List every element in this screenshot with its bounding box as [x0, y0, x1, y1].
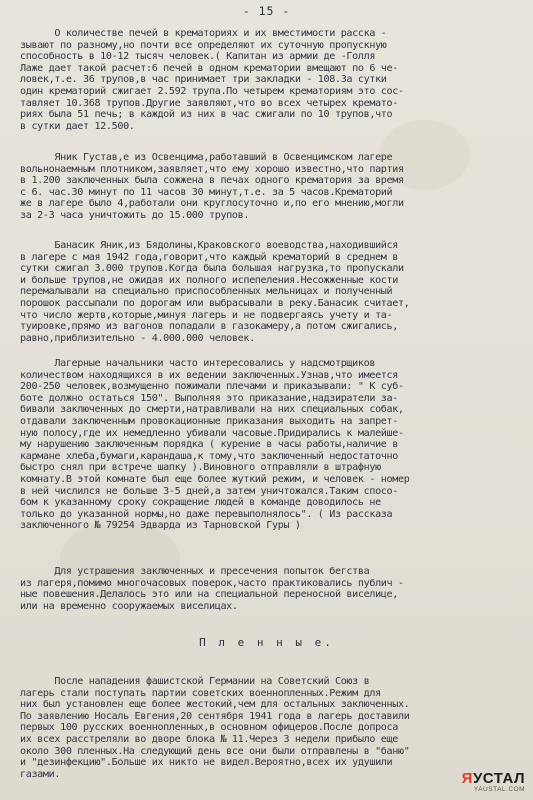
text-line: По заявлению Носаль Евгения,20 сентября 1941 года в лагерь доставили	[20, 710, 410, 722]
text-line: в лагере с мая 1942 года,говорит,что каждый крематорий в среднем в	[20, 251, 398, 263]
text-line: зывают по разному,но почти все определяют их суточную пропускную	[20, 39, 387, 51]
text-line: лагерь стали поступать партии советских военнопленных.Режим для	[20, 687, 381, 699]
text-line: кармане хлеба,бумаги,карандаша,к тому,что заключенный недостаточно	[20, 450, 398, 462]
text-line: сутки сжигал 3.000 трупов.Когда была большая нагрузка,то пропускали	[20, 263, 404, 275]
text-line: вольнонаемным плотником,заявляет,что ему хорошо известно,что партия	[20, 163, 404, 175]
text-line: них был установлен еще более жестокий,чем для остальных заключенных.	[20, 699, 410, 711]
watermark-prefix: Я	[461, 770, 473, 787]
text-line: с 6. час.30 минут по 11 часов 30 минут,т.е. за 5 часов.Крематорий	[20, 186, 393, 198]
text-line: Яник Густав,е из Освенцима,работавший в Освенцимском лагере	[20, 152, 393, 163]
text-line: ную полосу,где их немедленно убивали часовые.Придирались к малейше-	[20, 427, 404, 439]
text-line: порошок рассыпали по дорогам или выбрасывали в реку.Банасик считает,	[20, 297, 410, 309]
paragraph-janik-gustav	[20, 152, 518, 222]
text-line: туировке,прямо из вагонов попадали в газокамеру,а потом сжигались,	[20, 321, 398, 333]
text-line: около 300 пленных.На следующий день все они были отправлены в "баню"	[20, 745, 410, 757]
text-line: первых 100 русских военнопленных,в основном офицеров.После допроса	[20, 722, 398, 734]
text-line: Банасик Яник,из Бядолины,Краковского воеводства,находившийся	[20, 240, 398, 251]
watermark-url: YAUSTAL.COM	[473, 786, 525, 793]
text-line: способность в 10-12 тысяч человек.( Капитан из армии де -Голля	[20, 51, 376, 63]
text-line: в сутки дает 12.500.	[20, 120, 135, 132]
text-line: риях была 51 печь; в каждой из них в час сжигали по 10 трупов,что	[20, 109, 393, 121]
text-line: же в лагере было 4,работали они круглосуточно и,по его мнению,могли	[20, 198, 404, 210]
text-line: количеством находящихся в их ведении заключенных.Узнав,что имеется	[20, 369, 398, 381]
text-line: После нападения фашистской Германии на Советский Союз в	[20, 676, 370, 687]
text-line: отдавали заключенным провокационные приказания выходить на запрет-	[20, 415, 398, 427]
text-line: быстро снял при встрече шапку ).Виновного отправляли в штрафную	[20, 462, 381, 474]
text-line: Лаже дает такой расчет:6 печей в одном крематории вмещают по 6 че-	[20, 62, 398, 74]
paragraph-public-hangings	[20, 566, 518, 612]
text-line: и больше трупов,не ожидая их полного испепеления.Несожженные кости	[20, 274, 398, 286]
text-line: что число жертв,которые,минуя лагерь и не подвергаясь учету и та-	[20, 309, 393, 321]
section-heading-prisoners: П л е н н ы е.	[199, 636, 334, 649]
text-line: му нарушению заключенным порядка ( курение в часы работы,наличие в	[20, 439, 398, 451]
text-line: в ней числился не больше 3-5 дней,а затем уничтожался.Таким спосо-	[20, 485, 398, 497]
paragraph-banasik-janik	[20, 240, 518, 344]
paragraph-camp-commanders	[20, 358, 518, 532]
watermark-logo	[462, 771, 525, 794]
text-line: 200-250 человек,возмущенно пожимали плечами и приказывали: " К суб-	[20, 381, 404, 393]
text-line: комнату.В этой комнате был еще более жуткий режим, и человек - номер	[20, 473, 410, 485]
text-line: их всех расстреляли во дворе блока № 11.Через 3 недели прибыло еще	[20, 733, 398, 745]
text-line: О количестве печей в крематориях и их вместимости расска -	[20, 28, 387, 39]
text-line: заключенного № 79254 Эдварда из Тарновской Гуры )	[20, 520, 301, 532]
paragraph-furnace-capacity	[20, 28, 518, 132]
text-line: в 1.200 заключенных была сожжена в печах одного крематория за время	[20, 175, 404, 187]
text-line: Лагерные начальники часто интересовались у надсмотрщиков	[20, 358, 376, 369]
text-line: и "дезинфекцию".Больше их никто не видел.Вероятно,всех их удушили	[20, 757, 393, 769]
page-number: - 15 -	[242, 4, 291, 18]
text-line: только до указанной нормы,но даже перевыполнялось". ( Из рассказа	[20, 508, 393, 520]
text-line: боте должно остаться 150". Выполняя это приказание,надзиратели за-	[20, 392, 398, 404]
text-line: бивали заключенных до смерти,натравливали на них специальных собак,	[20, 404, 404, 416]
text-line: ловек,т.е. 36 трупов,в час принимает три закладки - 108.За сутки	[20, 74, 387, 86]
text-line: из лагеря,помимо многочасовых поверок,часто практиковались публич -	[20, 577, 404, 589]
text-line: или на временно сооружаемых виселицах.	[20, 600, 238, 612]
paragraph-soviet-pows	[20, 676, 518, 780]
text-line: перемалывали на специально приспособленных мельницах и полученный	[20, 286, 393, 298]
text-line: за 2-3 часа уничтожить до 15.000 трупов.	[20, 209, 250, 221]
text-line: ные повешения.Делалось это или на специальной переносной виселице,	[20, 589, 398, 601]
text-line: один крематорий сжигает 2.592 трупа.По четырем крематориям это сос-	[20, 85, 404, 97]
text-line: газами.	[20, 768, 61, 780]
text-line: тавляет 10.368 трупов.Другие заявляют,что во всех четырех кремато-	[20, 97, 398, 109]
text-line: равно,приблизительно - 4.000.000 человек.	[20, 332, 255, 344]
watermark-text: УСТАЛ	[472, 770, 525, 787]
text-line: бом к указанному сроку сокращение людей в команде доводилось не	[20, 497, 381, 509]
text-line: Для устрашения заключенных и пресечения попыток бегства	[20, 566, 370, 577]
